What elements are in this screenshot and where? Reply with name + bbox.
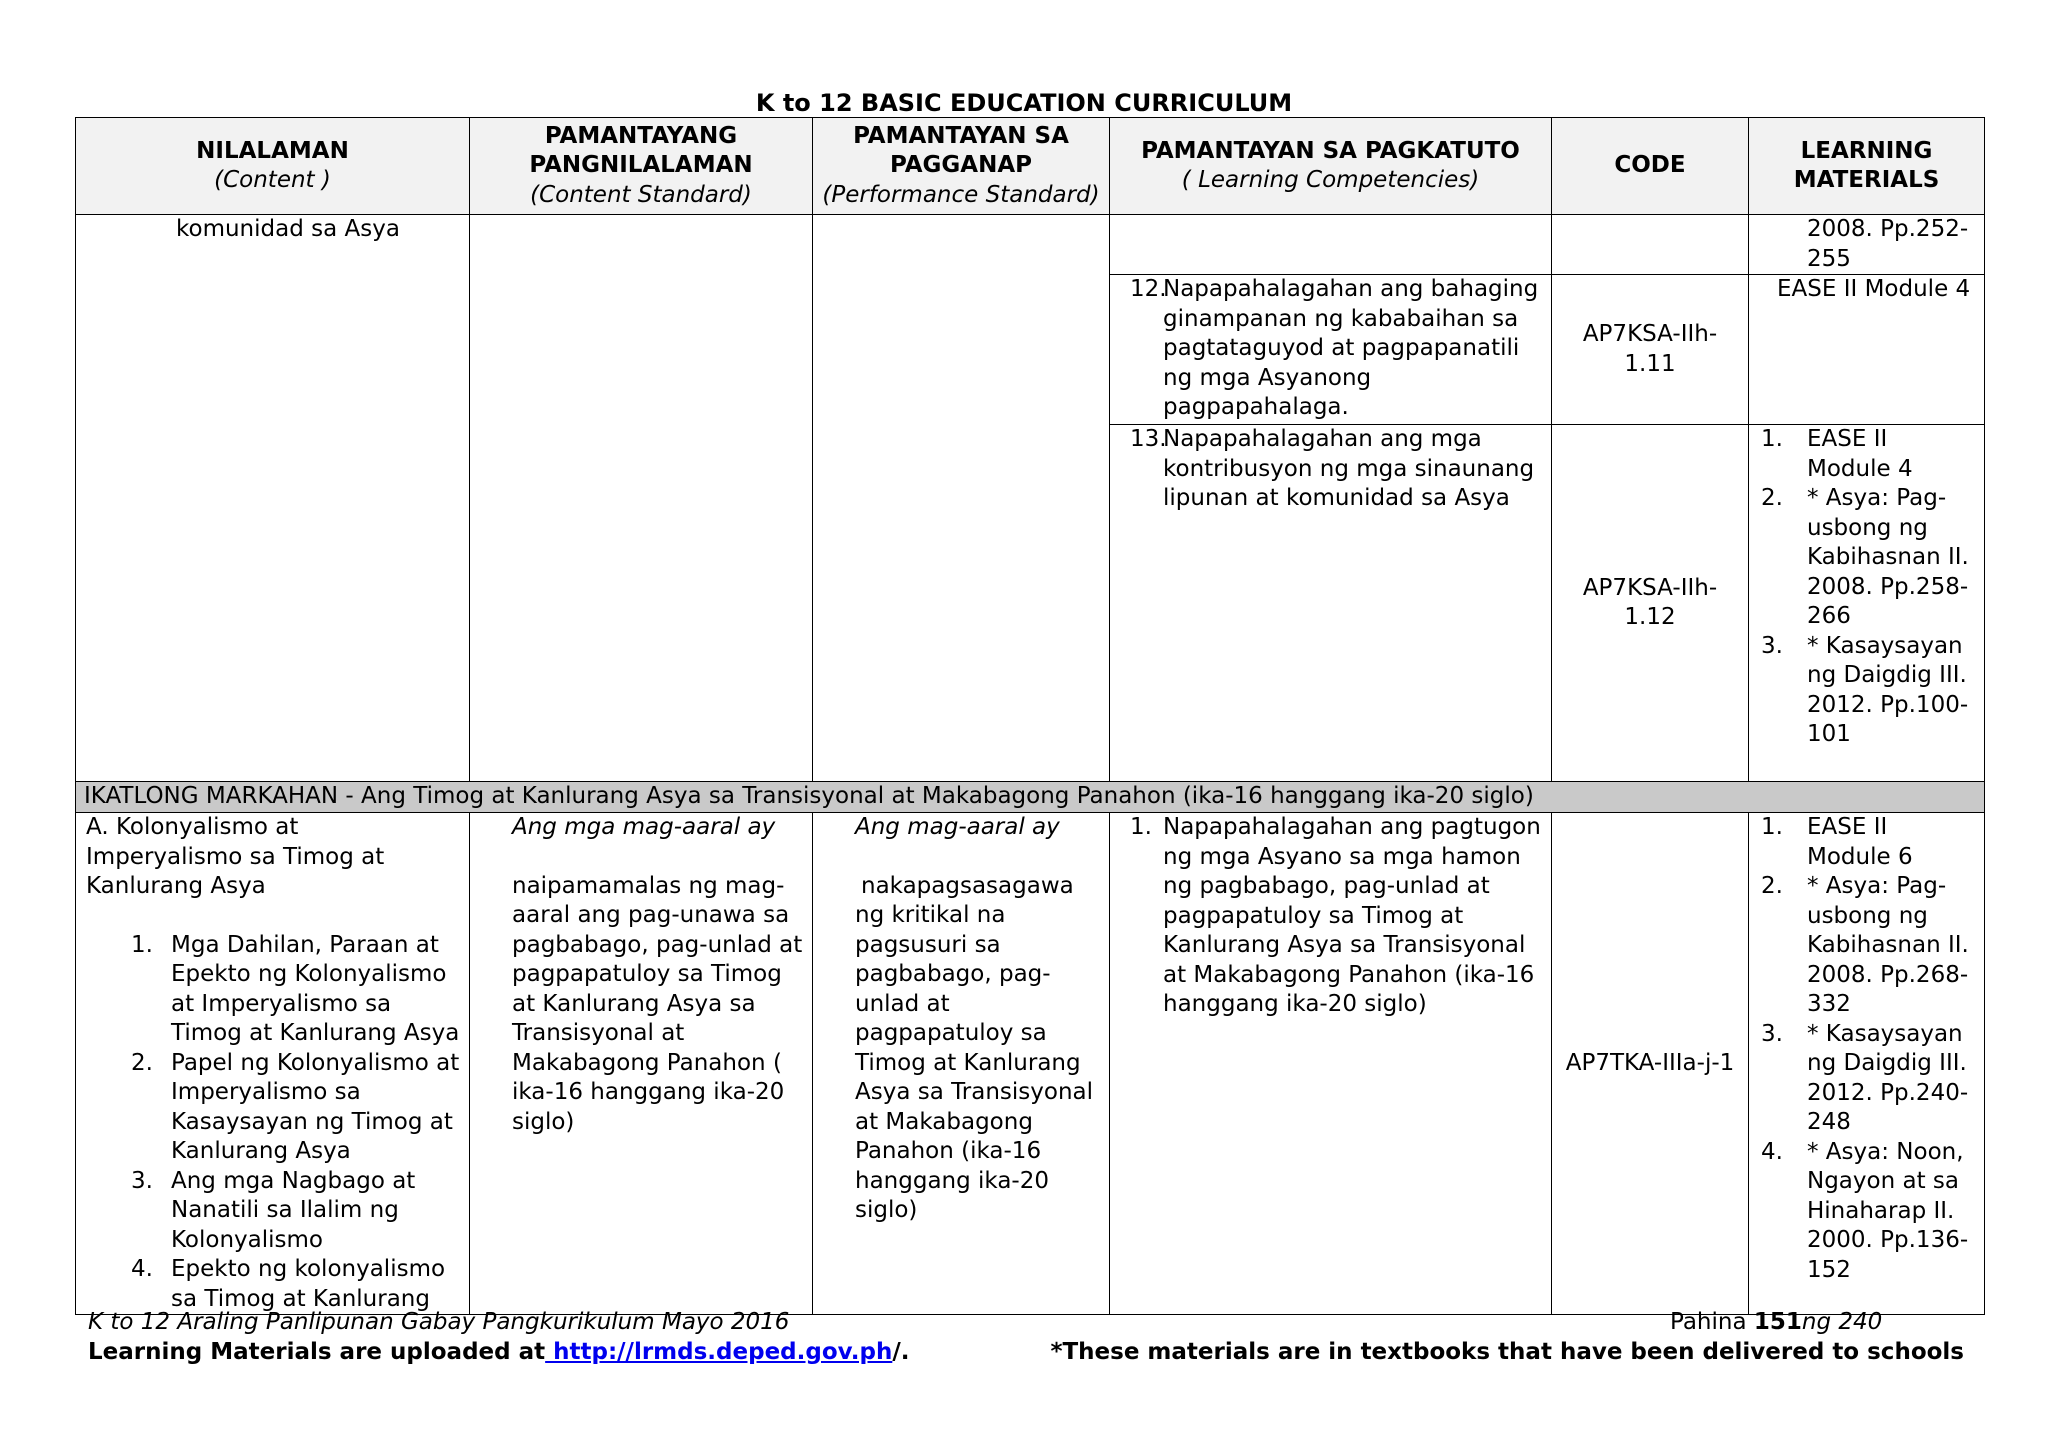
performance-standard-text: nakapagsasagawa ng kritikal na pagsusuri sa pagbabago, pag-unlad at pagpapatuloy sa Timog at Kanlurang Asya sa Transisyonal at Makabagong Panahon (ika-16 hanggang ika-20 siglo) — [855, 872, 1094, 1223]
performance-standard-cell — [813, 813, 1110, 1315]
performance-standard-cell — [813, 215, 1110, 782]
competency-cell — [1110, 275, 1552, 425]
footer-guide: K to 12 Araling Panlipunan Gabay Pangkurikulum Mayo 2016 — [88, 1309, 790, 1335]
content-carry-text: komunidad sa Asya — [176, 216, 400, 242]
list-item: 3. * Kasaysayan ng Daigdig III. 2012. Pp.240-248 — [1761, 1020, 1969, 1135]
footer-upload-note: Learning Materials are uploaded at http://lrmds.deped.gov.ph/. — [88, 1339, 910, 1365]
list-item: 1. Napapahalagahan ang pagtugon ng mga Asyano sa mga hamon ng pagbabago, pag-unlad at pagpapatuloy sa Timog at Kanlurang Asya sa Transisyonal at Makabagong Panahon (ika-16 hanggang ika-20 siglo) — [1130, 814, 1541, 1017]
list-item: 2. Papel ng Kolonyalismo at Imperyalismo sa Kasaysayan ng Timog at Kanlurang Asya — [131, 1049, 460, 1164]
list-item: 13. Napapahalagahan ang mga kontribusyon ng mga sinaunang lipunan at komunidad sa Asya — [1130, 426, 1535, 511]
list-item: 4. * Asya: Noon, Ngayon at sa Hinaharap II. 2000. Pp.136-152 — [1761, 1138, 1969, 1283]
list-item: 1. Mga Dahilan, Paraan at Epekto ng Kolonyalismo at Imperyalismo sa Timog at Kanlurang Asya — [131, 931, 460, 1046]
footer-textbook-note: *These materials are in textbooks that have been delivered to schools — [1050, 1339, 1964, 1365]
footer-page-number: Pahina 151ng 240 — [1670, 1309, 1883, 1335]
quarter-label: IKATLONG MARKAHAN - Ang Timog at Kanlurang Asya sa Transisyonal at Makabagong Panahon (ika-16 hanggang ika-20 siglo) — [76, 782, 1985, 813]
lrmds-link[interactable]: http://lrmds.deped.gov.ph — [545, 1339, 893, 1365]
header-content: NILALAMAN (Content ) — [76, 118, 470, 215]
list-item: 12. Napapahalagahan ang bahaging ginampanan ng kababaihan sa pagtataguyod at pagpapanatili ng mga Asyanong pagpapahalaga. — [1130, 276, 1539, 420]
content-standard-text: naipamamalas ng mag-aaral ang pag-unawa sa pagbabago, pag-unlad at pagpapatuloy sa Timog at Kanlurang Asya sa Transisyonal at Makabagong Panahon ( ika-16 hanggang ika-20 siglo) — [512, 872, 803, 1135]
code-cell — [1552, 813, 1749, 1315]
quarter-row — [76, 782, 1985, 813]
header-content-standard: PAMANTAYANG PANGNILALAMAN (Content Standard) — [470, 118, 813, 215]
performance-standard-lead: Ang mag-aaral ay — [855, 814, 1060, 840]
list-item: 3. Ang mga Nagbago at Nanatili sa Ilalim ng Kolonyalismo — [131, 1167, 416, 1253]
list-item: 3. * Kasaysayan ng Daigdig III. 2012. Pp.100-101 — [1761, 632, 1969, 747]
list-item: 2. * Asya: Pag-usbong ng Kabihasnan II. 2008. Pp.258-266 — [1761, 485, 1969, 629]
competency-cell — [1110, 425, 1552, 782]
list-item: 1. EASE II Module 4 — [1761, 426, 1913, 482]
header-performance-standard: PAMANTAYAN SA PAGGANAP (Performance Standard) — [813, 118, 1110, 215]
competency-code: AP7TKA-IIIa-j-1 — [1565, 1049, 1735, 1076]
list-item: 4. Epekto ng kolonyalismo sa Timog at Kanlurang — [131, 1256, 446, 1312]
list-item: 1. EASE II Module 6 — [1761, 814, 1913, 870]
code-cell — [1552, 215, 1749, 275]
curriculum-table — [75, 117, 1985, 1315]
page-title: K to 12 BASIC EDUCATION CURRICULUM — [755, 89, 1293, 117]
competency-cell — [1110, 813, 1552, 1315]
header-code: CODE — [1552, 118, 1749, 215]
content-cell — [76, 215, 470, 782]
materials-cell — [1749, 425, 1985, 782]
table-header-row — [76, 118, 1985, 215]
content-standard-cell — [470, 813, 813, 1315]
header-learning-materials: LEARNING MATERIALS — [1749, 118, 1985, 215]
materials-cell — [1749, 813, 1985, 1315]
table-row — [76, 813, 1985, 1315]
content-cell — [76, 813, 470, 1315]
competency-cell — [1110, 215, 1552, 275]
content-standard-lead: Ang mga mag-aaral ay — [512, 814, 776, 840]
competency-code: AP7KSA-IIh-1.11 — [1582, 321, 1718, 377]
materials-text: EASE II Module 4 — [1777, 276, 1971, 302]
materials-cell — [1749, 215, 1985, 275]
table-row — [76, 215, 1985, 275]
code-cell — [1552, 275, 1749, 425]
code-cell — [1552, 425, 1749, 782]
materials-carry-text: 2008. Pp.252-255 — [1807, 216, 1969, 272]
list-item: 2. * Asya: Pag-usbong ng Kabihasnan II. 2008. Pp.268-332 — [1761, 873, 1969, 1017]
header-learning-competencies: PAMANTAYAN SA PAGKATUTO ( Learning Competencies) — [1110, 118, 1552, 215]
content-standard-cell — [470, 215, 813, 782]
content-title: A. Kolonyalismo at Imperyalismo sa Timog at Kanlurang Asya — [86, 814, 385, 899]
materials-cell — [1749, 275, 1985, 425]
competency-code: AP7KSA-IIh-1.12 — [1582, 574, 1718, 630]
